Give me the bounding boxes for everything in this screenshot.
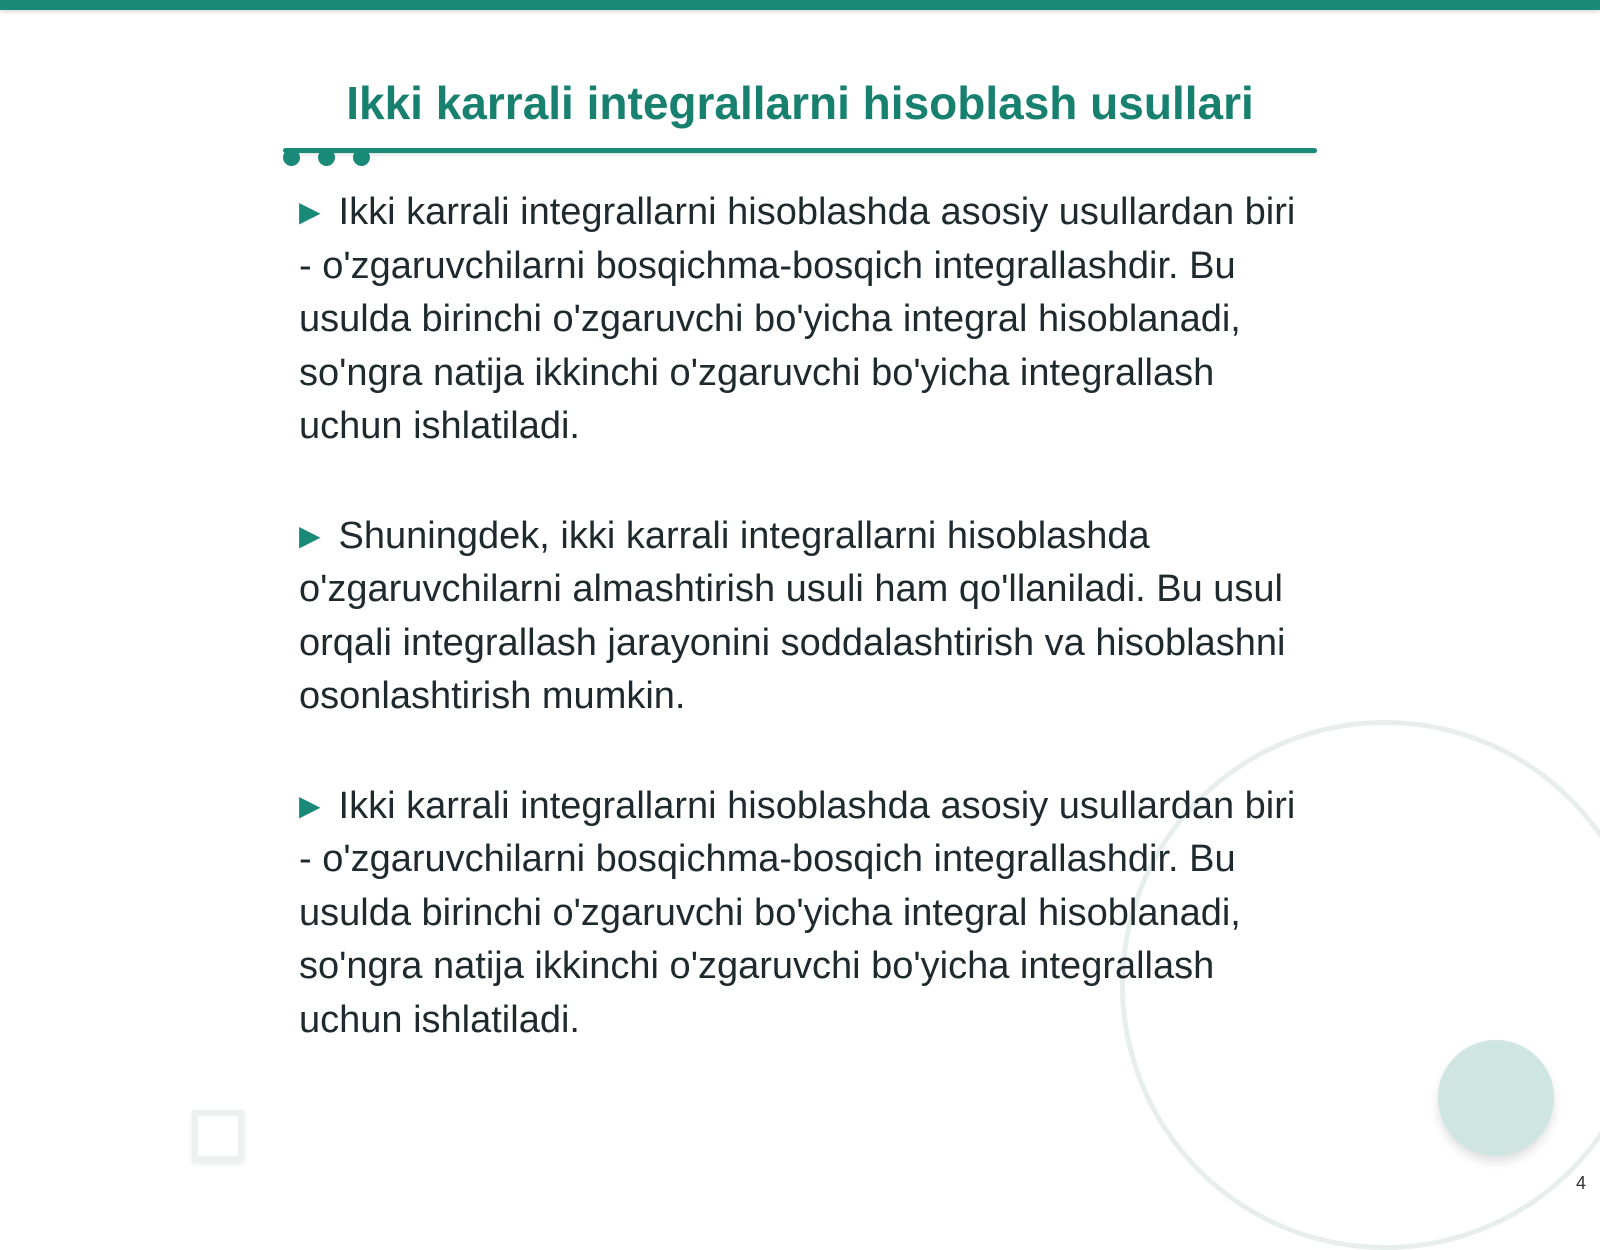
bullet-paragraph — [299, 779, 1309, 1048]
paragraph-text: Ikki karrali integrallarni hisoblashda asosiy usullardan biri - o'zgaruvchilarni bosqichma-bosqich integrallashdir. Bu usulda birinchi o'zgaruvchi bo'yicha integral hisoblanadi, so'ngra natija ikkinchi o'zgaruvchi bo'yicha integrallash uchun ishlatiladi. — [299, 784, 1296, 1041]
slide-title: Ikki karrali integrallarni hisoblash usullari — [346, 77, 1254, 129]
underline-dot — [353, 149, 370, 166]
triangle-right-icon: ▶ — [299, 789, 321, 821]
underline-dot — [318, 149, 335, 166]
title-underline — [283, 148, 1317, 153]
page-number: 4 — [1575, 1173, 1586, 1193]
decorative-square — [192, 1110, 244, 1162]
bullet-paragraph — [299, 509, 1309, 724]
triangle-right-icon: ▶ — [299, 519, 321, 551]
underline-dot — [283, 149, 300, 166]
paragraph-text: Shuningdek, ikki karrali integrallarni hisoblashda o'zgaruvchilarni almashtirish usuli ham qo'llaniladi. Bu usul orqali integrallash jarayonini soddalashtirish va hisoblashni osonlashtirish mumkin. — [299, 514, 1286, 717]
top-accent-bar — [0, 0, 1600, 10]
slide-body — [299, 185, 1309, 1102]
bullet-paragraph — [299, 185, 1309, 454]
triangle-right-icon: ▶ — [299, 196, 321, 227]
paragraph-text: Ikki karrali integrallarni hisoblashda asosiy usullardan biri - o'zgaruvchilarni bosqichma-bosqich integrallashdir. Bu usulda birinchi o'zgaruvchi bo'yicha integral hisoblanadi, so'ngra natija ikkinchi o'zgaruvchi bo'yicha integrallash uchun ishlatiladi. — [299, 191, 1296, 447]
decorative-circle — [1438, 1040, 1554, 1156]
